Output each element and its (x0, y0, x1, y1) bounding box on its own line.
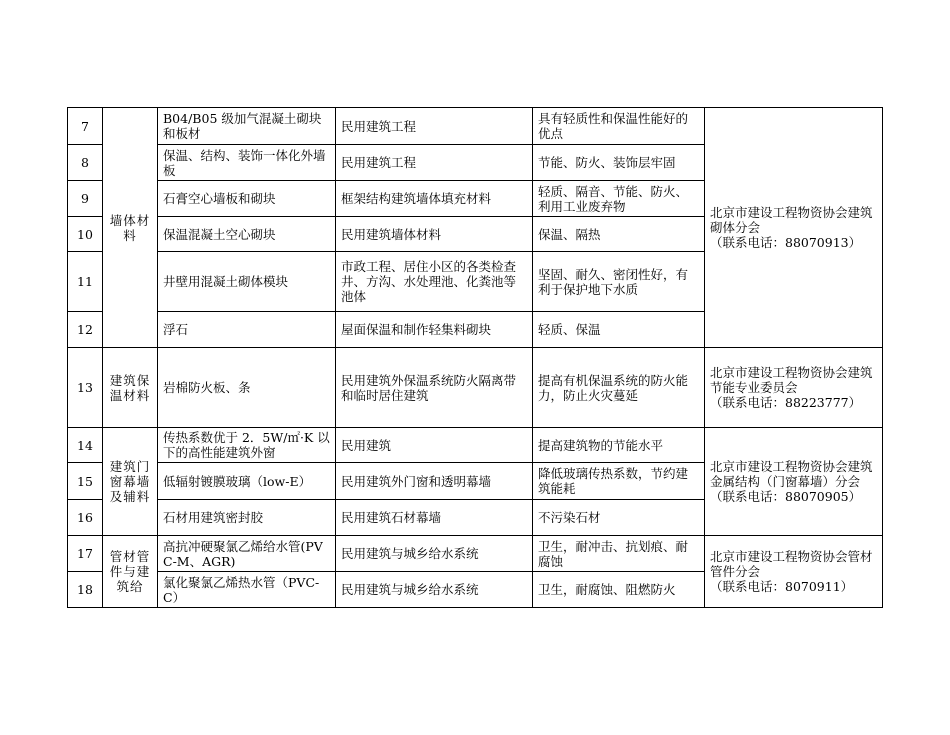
product-name: 石材用建筑密封胶 (158, 500, 336, 536)
product-name: 浮石 (158, 312, 336, 348)
application-scope: 民用建筑外门窗和透明幕墙 (336, 463, 533, 500)
product-name: 传热系数优于 2．5W/㎡·K 以下的高性能建筑外窗 (158, 428, 336, 463)
row-number: 18 (68, 572, 103, 608)
feature-text: 坚固、耐久、密闭性好，有利于保护地下水质 (533, 252, 705, 312)
table-row (68, 536, 883, 572)
application-scope: 民用建筑石材幕墙 (336, 500, 533, 536)
org-name: 北京市建设工程物资协会建筑金属结构（门窗幕墙）分会 (710, 459, 873, 489)
org-phone: （联系电话：88223777） (710, 395, 862, 410)
row-number: 14 (68, 428, 103, 463)
application-scope: 民用建筑工程 (336, 108, 533, 145)
contact-org (705, 348, 883, 428)
feature-text: 具有轻质性和保温性能好的优点 (533, 108, 705, 145)
feature-text: 节能、防火、装饰层牢固 (533, 145, 705, 181)
product-name: 氯化聚氯乙烯热水管（PVC-C） (158, 572, 336, 608)
category-cell: 建筑门窗幕墙及辅料 (103, 428, 158, 536)
application-scope: 屋面保温和制作轻集料砌块 (336, 312, 533, 348)
product-name: 石膏空心墙板和砌块 (158, 181, 336, 217)
product-name: 高抗冲硬聚氯乙烯给水管(PVC-M、AGR) (158, 536, 336, 572)
contact-org (705, 108, 883, 348)
feature-text: 轻质、隔音、节能、防火、利用工业废弃物 (533, 181, 705, 217)
product-name: B04/B05 级加气混凝土砌块和板材 (158, 108, 336, 145)
contact-org (705, 428, 883, 536)
application-scope: 民用建筑工程 (336, 145, 533, 181)
org-name: 北京市建设工程物资协会管材管件分会 (710, 549, 873, 579)
materials-table (67, 107, 883, 608)
table-row (68, 348, 883, 428)
row-number: 11 (68, 252, 103, 312)
row-number: 15 (68, 463, 103, 500)
org-name: 北京市建设工程物资协会建筑节能专业委员会 (710, 365, 873, 395)
application-scope: 民用建筑外保温系统防火隔离带和临时居住建筑 (336, 348, 533, 428)
table-row (68, 428, 883, 463)
feature-text: 卫生，耐腐蚀、阻燃防火 (533, 572, 705, 608)
org-phone: （联系电话：88070913） (710, 235, 862, 250)
row-number: 8 (68, 145, 103, 181)
org-phone: （联系电话：88070905） (710, 489, 862, 504)
feature-text: 提高建筑物的节能水平 (533, 428, 705, 463)
application-scope: 民用建筑 (336, 428, 533, 463)
product-name: 保温、结构、装饰一体化外墙板 (158, 145, 336, 181)
product-name: 井壁用混凝土砌体模块 (158, 252, 336, 312)
row-number: 12 (68, 312, 103, 348)
table-row (68, 108, 883, 145)
feature-text: 提高有机保温系统的防火能力，防止火灾蔓延 (533, 348, 705, 428)
row-number: 9 (68, 181, 103, 217)
org-phone: （联系电话：8070911） (710, 579, 854, 594)
product-name: 岩棉防火板、条 (158, 348, 336, 428)
row-number: 17 (68, 536, 103, 572)
row-number: 10 (68, 217, 103, 252)
product-name: 低辐射镀膜玻璃（low-E） (158, 463, 336, 500)
org-name: 北京市建设工程物资协会建筑砌体分会 (710, 205, 873, 235)
application-scope: 框架结构建筑墙体填充材料 (336, 181, 533, 217)
feature-text: 卫生，耐冲击、抗划痕、耐腐蚀 (533, 536, 705, 572)
row-number: 7 (68, 108, 103, 145)
feature-text: 降低玻璃传热系数，节约建筑能耗 (533, 463, 705, 500)
category-cell: 管材管件与建筑给 (103, 536, 158, 608)
product-name: 保温混凝土空心砌块 (158, 217, 336, 252)
feature-text: 保温、隔热 (533, 217, 705, 252)
category-cell: 墙体材料 (103, 108, 158, 348)
category-cell: 建筑保温材料 (103, 348, 158, 428)
application-scope: 市政工程、居住小区的各类检查井、方沟、水处理池、化粪池等池体 (336, 252, 533, 312)
row-number: 13 (68, 348, 103, 428)
row-number: 16 (68, 500, 103, 536)
feature-text: 轻质、保温 (533, 312, 705, 348)
application-scope: 民用建筑墙体材料 (336, 217, 533, 252)
contact-org (705, 536, 883, 608)
application-scope: 民用建筑与城乡给水系统 (336, 536, 533, 572)
feature-text: 不污染石材 (533, 500, 705, 536)
application-scope: 民用建筑与城乡给水系统 (336, 572, 533, 608)
